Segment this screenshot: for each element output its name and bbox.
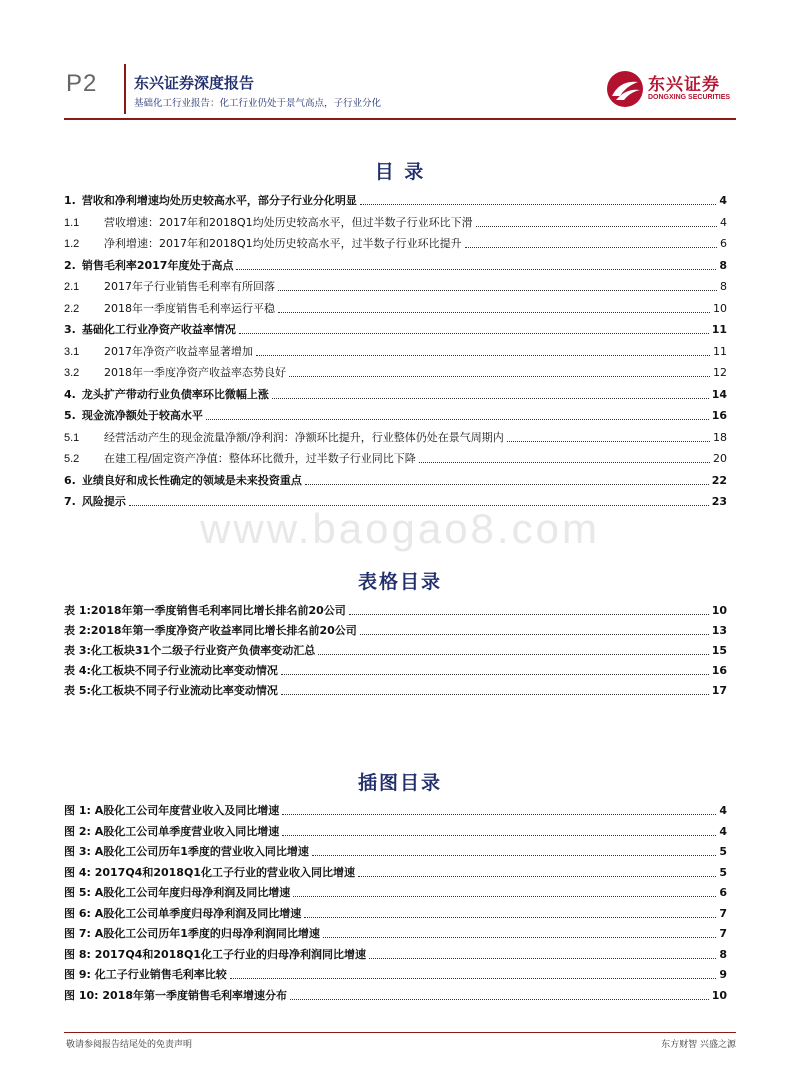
dot-leader (278, 290, 717, 291)
entry-page-number: 4 (719, 804, 727, 817)
toc-entry[interactable] (64, 188, 727, 208)
report-subtitle: 基础化工行业报告：化工行业仍处于景气高点，子行业分化 (134, 98, 382, 109)
watermark: www.baogao8.com (200, 505, 600, 552)
entry-title: 龙头扩产带动行业负债率环比微幅上涨 (81, 387, 269, 401)
dot-leader (236, 269, 716, 270)
toc-entry[interactable] (64, 403, 727, 423)
dot-leader (282, 814, 716, 815)
dot-leader (369, 958, 716, 959)
toc-entry[interactable] (64, 382, 727, 402)
entry-page-number: 4 (719, 194, 727, 207)
dot-leader (349, 614, 709, 615)
figure-list-entry[interactable] (64, 921, 727, 941)
entry-number: 1.1 (64, 216, 80, 229)
dot-leader (476, 226, 717, 227)
entry-page-number: 13 (711, 624, 727, 637)
figure-list-entry[interactable] (64, 860, 727, 880)
entry-title: 图 2: A股化工公司单季度营业收入同比增速 (64, 824, 280, 838)
table-list-entry[interactable] (64, 678, 727, 698)
entry-title: 营收增速：2017年和2018Q1均处历史较高水平，但过半数子行业环比下滑 (104, 215, 473, 229)
dot-leader (272, 398, 709, 399)
entry-title: 基础化工行业净资产收益率情况 (81, 323, 236, 336)
figures-heading: 插图目录 (357, 772, 442, 794)
entry-title: 销售毛利率2017年度处于高点 (81, 258, 234, 272)
entry-number: 1. (64, 194, 76, 207)
table-list-entry[interactable] (64, 618, 727, 638)
toc-entry[interactable] (64, 339, 727, 359)
entry-page-number: 10 (713, 301, 727, 315)
entry-title: 现金流净额处于较高水平 (81, 409, 203, 422)
figure-list-entry[interactable] (64, 901, 727, 921)
toc-entry[interactable] (64, 253, 727, 273)
entry-title: 风险提示 (81, 495, 126, 508)
entry-page-number: 8 (719, 947, 727, 961)
dot-leader (281, 674, 709, 675)
figure-list-entry[interactable] (64, 962, 727, 982)
company-logo (606, 70, 736, 112)
dot-leader (360, 634, 709, 635)
entry-page-number: 20 (713, 452, 727, 465)
dot-leader (281, 694, 709, 695)
dot-leader (230, 978, 717, 979)
toc-entry[interactable] (64, 446, 727, 466)
dot-leader (290, 999, 709, 1000)
entry-page-number: 10 (711, 604, 727, 617)
figure-list-entry[interactable] (64, 983, 727, 1003)
toc-entry[interactable] (64, 360, 727, 380)
entry-number: 6. (64, 473, 76, 487)
entry-page-number: 4 (720, 215, 727, 229)
header-rule (64, 118, 736, 120)
logo-mark-icon (606, 70, 644, 108)
entry-page-number: 22 (711, 473, 727, 487)
entry-page-number: 9 (719, 968, 727, 981)
entry-title: 图 10: 2018年第一季度销售毛利率增速分布 (64, 988, 287, 1002)
figure-list-entry[interactable] (64, 839, 727, 859)
dot-leader (465, 247, 717, 248)
toc-entry[interactable] (64, 296, 727, 316)
footer-rule (64, 1032, 736, 1033)
page-number-label: P2 (66, 70, 98, 97)
entry-page-number: 7 (719, 927, 727, 940)
entry-number: 3.1 (64, 345, 80, 358)
entry-title: 在建工程/固定资产净值：整体环比微升，过半数子行业同比下降 (104, 452, 416, 465)
entry-title: 图 4: 2017Q4和2018Q1化工子行业的营业收入同比增速 (64, 865, 355, 879)
dot-leader (206, 419, 709, 420)
entry-number: 5.2 (64, 453, 80, 465)
dot-leader (323, 937, 716, 938)
entry-page-number: 11 (711, 323, 727, 336)
entry-title: 图 8: 2017Q4和2018Q1化工子行业的归母净利润同比增速 (64, 947, 366, 961)
entry-page-number: 8 (720, 280, 727, 293)
entry-title: 图 5: A股化工公司年度归母净利润及同比增速 (64, 886, 291, 899)
entry-page-number: 8 (719, 258, 727, 272)
logo-english-name: DONGXING SECURITIES (648, 94, 731, 101)
logo-chinese-name: 东兴证券 (648, 75, 720, 95)
entry-page-number: 17 (711, 684, 727, 697)
toc-entry[interactable] (64, 425, 727, 445)
entry-title: 净利增速：2017年和2018Q1均处历史较高水平，过半数子行业环比提升 (104, 237, 462, 250)
footer-slogan: 东方财智 兴盛之源 (661, 1040, 736, 1050)
entry-title: 图 6: A股化工公司单季度归母净利润及同比增速 (64, 906, 302, 920)
entry-page-number: 11 (713, 344, 727, 358)
entry-number: 2. (64, 258, 76, 272)
entry-page-number: 16 (711, 409, 727, 422)
toc-heading: 目 录 (374, 161, 426, 183)
entry-page-number: 12 (713, 366, 727, 379)
figure-list-entry[interactable] (64, 942, 727, 962)
dot-leader (358, 876, 716, 877)
entry-page-number: 15 (711, 644, 727, 657)
toc-entry[interactable] (64, 468, 727, 488)
entry-title: 表 1:2018年第一季度销售毛利率同比增长排名前20公司 (64, 604, 346, 617)
report-title: 东兴证券深度报告 (134, 74, 255, 92)
entry-page-number: 6 (720, 237, 727, 250)
dot-leader (507, 441, 710, 442)
header-divider (124, 64, 126, 114)
entry-title: 图 1: A股化工公司年度营业收入及同比增速 (64, 804, 280, 817)
toc-entry[interactable] (64, 210, 727, 230)
entry-number: 2.2 (64, 302, 80, 315)
table-list-entry[interactable] (64, 638, 727, 658)
figure-list-entry[interactable] (64, 819, 727, 839)
dot-leader (304, 917, 716, 918)
toc-entry[interactable] (64, 231, 727, 251)
entry-page-number: 18 (713, 430, 727, 444)
entry-page-number: 23 (711, 495, 727, 508)
entry-page-number: 4 (719, 824, 727, 838)
entry-title: 图 3: A股化工公司历年1季度的营业收入同比增速 (64, 845, 309, 858)
entry-page-number: 14 (711, 387, 727, 401)
entry-number: 2.1 (64, 281, 80, 293)
entry-number: 7. (64, 495, 76, 508)
entry-page-number: 5 (719, 865, 727, 879)
dot-leader (305, 484, 709, 485)
entry-title: 2017年净资产收益率显著增加 (104, 344, 253, 358)
dot-leader (239, 333, 709, 334)
entry-title: 表 4:化工板块不同子行业流动比率变动情况 (64, 664, 278, 677)
dot-leader (360, 204, 717, 205)
entry-title: 2017年子行业销售毛利率有所回落 (104, 280, 275, 293)
dot-leader (293, 896, 716, 897)
entry-title: 表 3:化工板块31个二级子行业资产负债率变动汇总 (64, 644, 316, 657)
dot-leader (278, 312, 710, 313)
dot-leader (282, 835, 716, 836)
footer-disclaimer: 敬请参阅报告结尾处的免责声明 (66, 1040, 193, 1050)
entry-page-number: 7 (719, 906, 727, 920)
table-list-entry[interactable] (64, 598, 727, 618)
tables-heading: 表格目录 (357, 571, 442, 593)
entry-title: 表 2:2018年第一季度净资产收益率同比增长排名前20公司 (64, 624, 357, 637)
figure-list-entry[interactable] (64, 798, 727, 818)
entry-title: 图 9: 化工子行业销售毛利率比较 (64, 968, 227, 981)
entry-title: 2018年一季度净资产收益率态势良好 (104, 366, 286, 379)
entry-number: 4. (64, 387, 76, 401)
toc-entry[interactable] (64, 317, 727, 337)
entry-page-number: 6 (719, 886, 727, 899)
entry-number: 5. (64, 409, 76, 422)
dot-leader (318, 654, 708, 655)
entry-number: 1.2 (64, 238, 80, 250)
entry-title: 业绩良好和成长性确定的领域是未来投资重点 (81, 473, 302, 487)
dot-leader (312, 855, 716, 856)
dot-leader (256, 355, 710, 356)
entry-title: 表 5:化工板块不同子行业流动比率变动情况 (64, 684, 278, 697)
toc-entry[interactable] (64, 274, 727, 294)
entry-title: 营收和净利增速均处历史较高水平，部分子行业分化明显 (81, 194, 357, 207)
entry-title: 经营活动产生的现金流量净额/净利润：净额环比提升，行业整体仍处在景气周期内 (104, 430, 504, 444)
entry-page-number: 5 (719, 845, 727, 858)
entry-title: 图 7: A股化工公司历年1季度的归母净利润同比增速 (64, 927, 320, 940)
figure-list-entry[interactable] (64, 880, 727, 900)
entry-page-number: 10 (711, 988, 727, 1002)
dot-leader (419, 462, 710, 463)
entry-number: 3.2 (64, 367, 80, 379)
table-list-entry[interactable] (64, 658, 727, 678)
entry-number: 3. (64, 323, 76, 336)
dot-leader (289, 376, 710, 377)
entry-number: 5.1 (64, 431, 80, 444)
entry-page-number: 16 (711, 664, 727, 677)
entry-title: 2018年一季度销售毛利率运行平稳 (104, 301, 275, 315)
